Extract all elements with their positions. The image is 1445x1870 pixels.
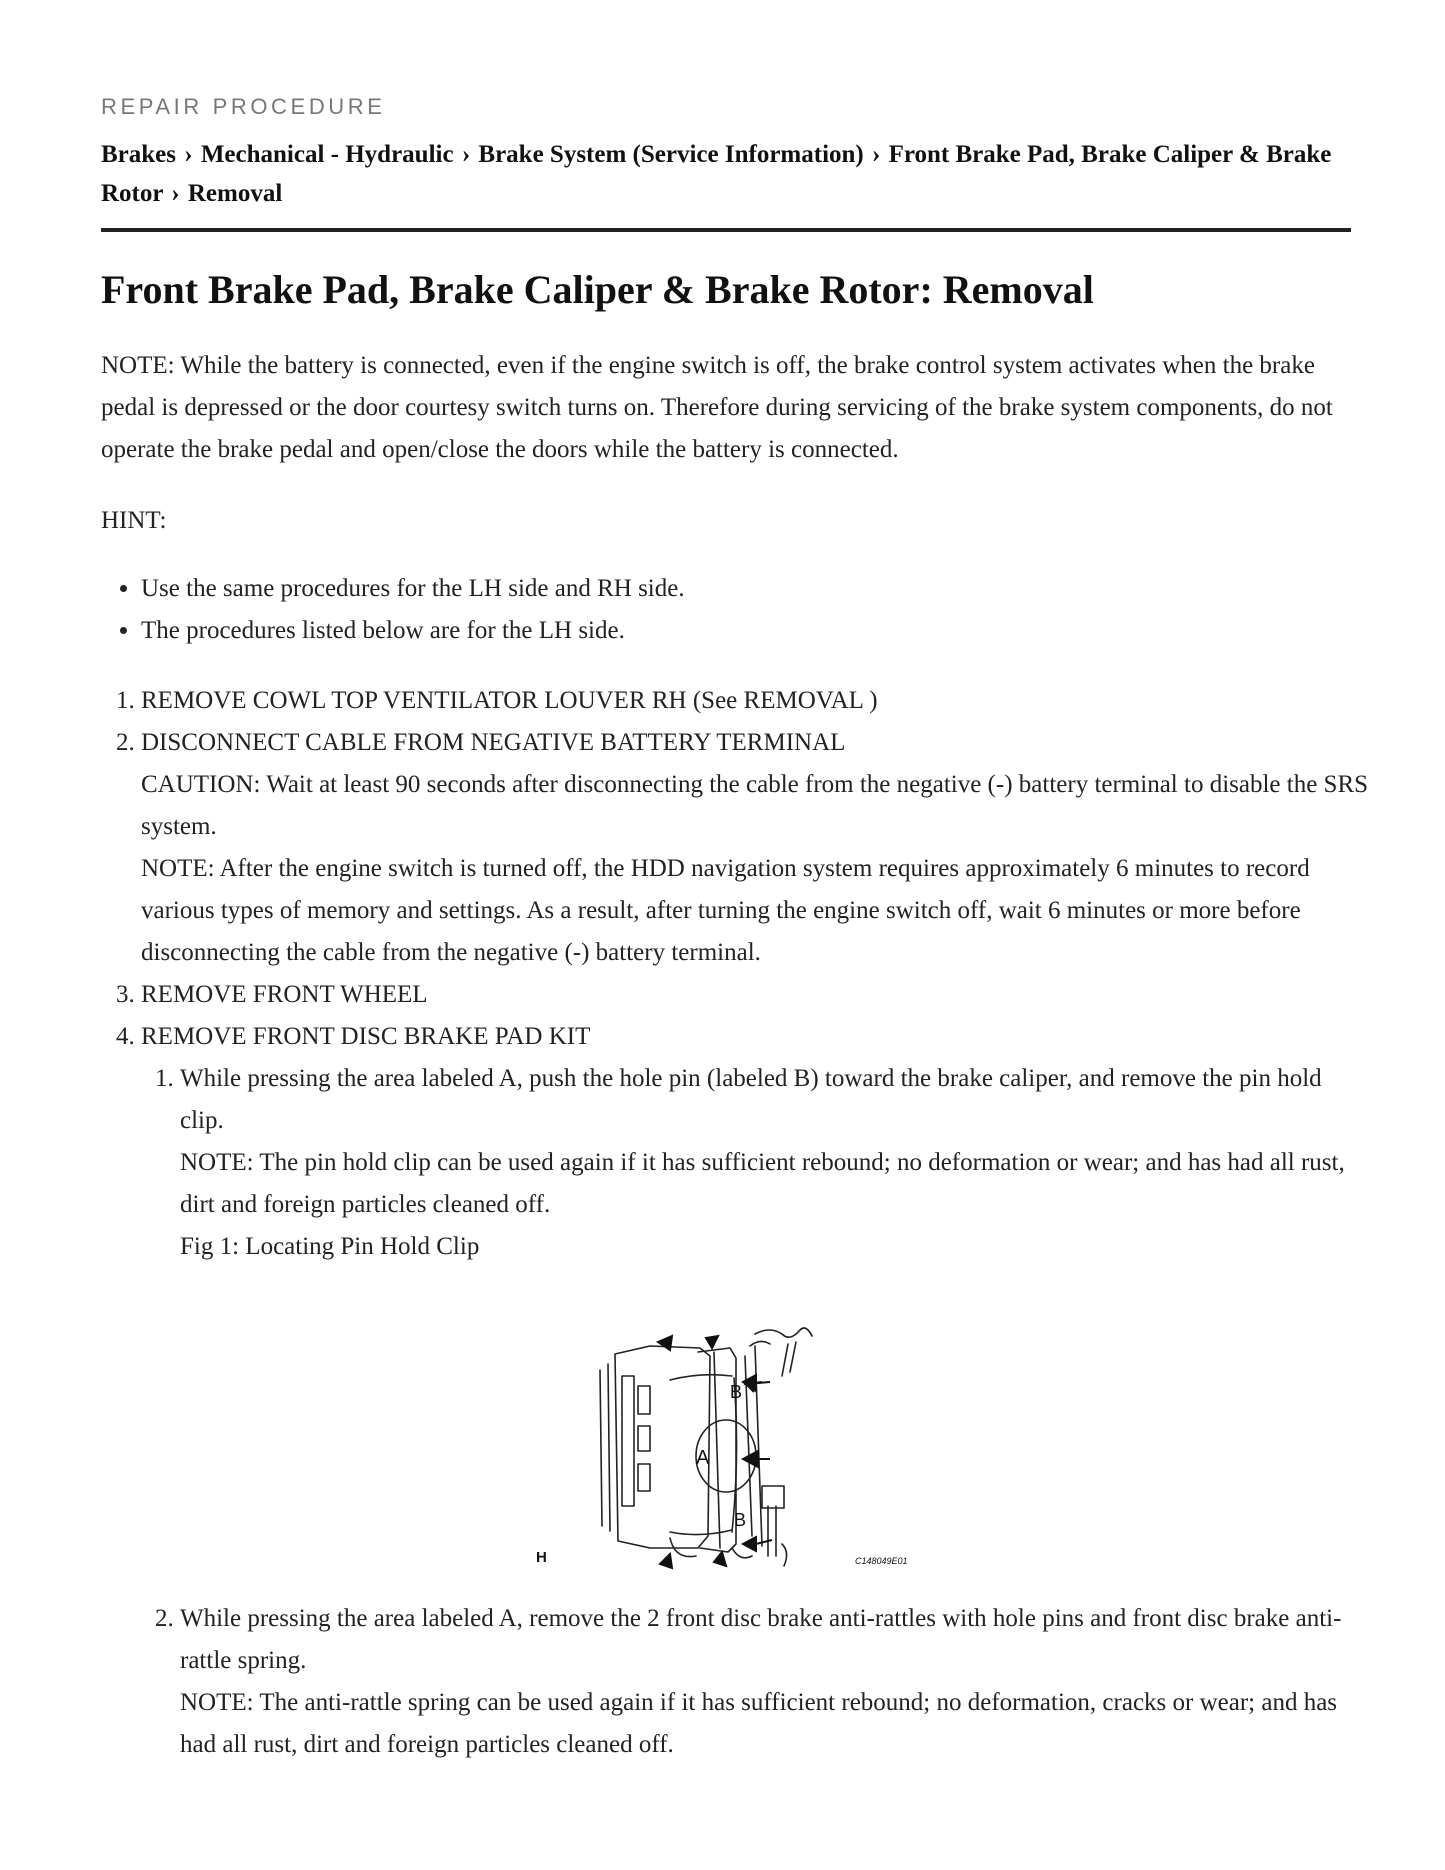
intro-note: NOTE: While the battery is connected, even if the engine switch is off, the brake control system activates when the brake pedal is depressed or the door courtesy switch turns on. Therefore during servicing of the brake system components, do not operate the brake pedal and open/close the doors while the battery is connected. [101,352,1333,463]
breadcrumb [101,135,1351,213]
hint-item: • The procedures listed below are for the LH side. [141,610,685,652]
figure-label-b-bottom: B [734,1510,747,1530]
figure-label-h: H [536,1549,547,1566]
step-text: 4. REMOVE FRONT DISC BRAKE PAD KIT [141,1023,591,1050]
substep-item [180,1598,1371,1766]
breadcrumb-separator: › [184,141,193,168]
step-item [141,680,1371,722]
procedure-steps [101,680,1371,1766]
figure-label-b-top: B [730,1382,743,1402]
substep-note: NOTE: The pin hold clip can be used again if it has sufficient rebound; no deformation or wear; and has had all rust, dirt and foreign particles cleaned off. [180,1149,1345,1218]
substep-list [141,1058,1371,1766]
page-title: Front Brake Pad, Brake Caliper & Brake Rotor: Removal [101,267,1094,312]
header-divider [101,228,1351,232]
step-text: REMOVE FRONT WHEEL [141,981,428,1008]
breadcrumb-separator: › [171,180,180,207]
step-caution: CAUTION: Wait at least 90 seconds after disconnecting the cable from the negative (-) battery terminal to disable the SRS system. [141,771,1369,840]
breadcrumb-separator: › [461,141,471,168]
substep-text: 1. While pressing the area labeled A, push the hole pin (labeled B) toward the brake caliper, and remove the pin hold clip. [180,1065,1322,1134]
breadcrumb-separator: › [872,141,881,168]
figure-code: C148049E01 [855,1556,908,1566]
breadcrumb-item[interactable]: Brakes [101,141,176,168]
figure-label-a: A [696,1447,710,1469]
hint-list [101,568,685,652]
step-item [141,722,1371,974]
step-item [141,1016,1371,1766]
brake-caliper-figure [500,1286,970,1576]
figure-caption: Fig 1: Locating Pin Hold Clip [180,1233,480,1260]
breadcrumb-item[interactable]: Front Brake Pad, Brake Caliper & Brake Rotor [101,141,1332,207]
breadcrumb-item[interactable]: Brake System (Service Information) [478,141,864,168]
substep-item [180,1058,1371,1576]
breadcrumb-item[interactable]: Mechanical - Hydraulic [200,141,454,168]
step-text: REMOVE COWL TOP VENTILATOR LOUVER RH (See REMOVAL ) [141,687,878,714]
step-note: NOTE: After the engine switch is turned off, the HDD navigation system requires approximately 6 minutes to record various types of memory and settings. As a result, after turning the engine switch off, wait 6 minutes or more before disconnecting the cable from the negative (-) battery terminal. [141,855,1310,966]
breadcrumb-item-current: Removal [187,180,283,207]
substep-text: 2. While pressing the area labeled A, remove the 2 front disc brake anti-rattles with hole pins and front disc brake anti-rattle spring. [180,1605,1342,1674]
section-kicker: REPAIR PROCEDURE [101,94,386,119]
step-item [141,974,1371,1016]
hint-item: • Use the same procedures for the LH side and RH side. [141,568,685,610]
substep-note: NOTE: The anti-rattle spring can be used again if it has sufficient rebound; no deformation, cracks or wear; and has had all rust, dirt and foreign particles cleaned off. [180,1689,1338,1758]
hint-label: HINT: [101,507,167,534]
step-text: 2. DISCONNECT CABLE FROM NEGATIVE BATTERY TERMINAL [141,729,846,756]
